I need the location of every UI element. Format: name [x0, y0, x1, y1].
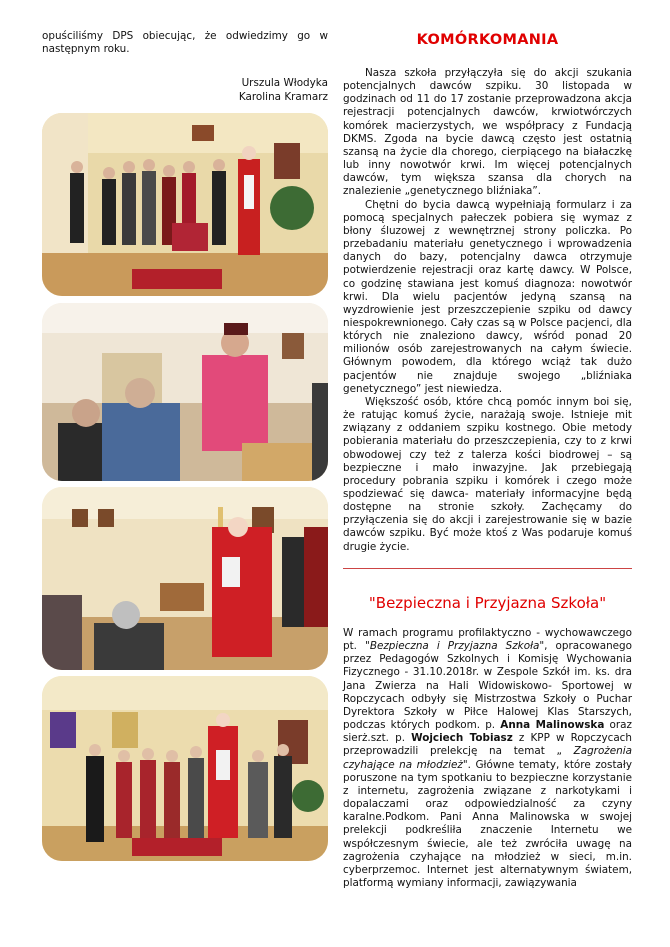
article-title: "Bezpieczna i Przyjazna Szkoła"	[368, 594, 607, 612]
photo-group-portrait	[42, 676, 328, 861]
author-name: Karolina Kramarz	[238, 91, 328, 103]
talk-topic: Zagrożenia czyhające na młodzież	[343, 745, 632, 771]
speaker-name: Wojciech Tobiasz	[411, 732, 513, 745]
author-name: Urszula Włodyka	[241, 77, 328, 89]
photo-microphone	[42, 303, 328, 481]
text-run: oraz sierż.szt. p.	[343, 719, 632, 745]
intro-text: opuściliśmy DPS obiecując, że odwiedzimy go w następnym roku.	[42, 30, 328, 55]
signature	[42, 76, 328, 104]
article-komorkomania	[343, 30, 632, 554]
article-title: KOMÓRKOMANIA	[416, 32, 559, 48]
speaker-name: Anna Malinowska	[500, 719, 605, 732]
paragraph: Nasza szkoła przyłączyła się do akcji szukania potencjalnych dawców szpiku. 30 listopada w godzinach od 11 do 17 zostanie przeprowadzona akcja rejestracji potencjalnych dawców, krwiotwórczych komórek macierzystych, we współpracy z Fundacją DKMS. Zgoda na bycie dawcą często jest ostatnią szansą na życie dla chorego, cierpiącego na białaczkę lub inny nowotwór krwi. Im więcej potencjalnych dawców, tym większa szansa dla chorych na znalezienie „genetycznego bliźniaka”.	[343, 67, 632, 198]
article-safe-school	[343, 627, 632, 890]
program-name: Bezpieczna i Przyjazna Szkoła	[369, 640, 540, 653]
text-run: z KPP w Ropczycach przeprowadzili prelekcję na temat „	[343, 732, 632, 758]
paragraph: Większość osób, które chcą pomóc innym boi się, że ratując komuś życie, narażają swoje. Istnieje mit związany z oddaniem szpiku kostnego. Obie metody pobierania materiału do przeszczepienia, czy to z krwi obwodowej czy też z talerza kości biodrowej – są bezpieczne i mało inwazyjne. Jak przebiegają procedury pobrania szpiku i komórek i czego może spodziewać się dawca- materiały informacyjne będą dostępne na stronie szkoły. Zachęcamy do przyłączenia się do akcji i zarejestrowanie się w bazie dawców szpiku. Być może ktoś z Was podaruje komuś drugie życie.	[343, 395, 632, 553]
photo-santa-gifts	[42, 487, 328, 670]
text-run: ", opracowanego przez Pedagogów Szkolnych i Komisję Wychowania Fizycznego - 31.10.2018r. w Zespole Szkół im. ks. dra Jana Zwierza na Hali Widowiskowo- Sportowej w Ropczycach odbyły się Mistrzostwa Szkoły o Puchar Dyrektora Szkoły w Piłce Halowej Klas Starszych, podczas których podkom. p.	[343, 640, 632, 732]
intro-block	[42, 30, 328, 104]
paragraph	[343, 627, 632, 890]
paragraph: Chętni do bycia dawcą wypełniają formularz i za pomocą specjalnych pałeczek pobiera się wymaz z błony śluzowej z wewnętrznej strony policzka. Po przebadaniu materiału genetycznego i wprowadzenia danych do bazy, potencjalny dawca otrzymuje potwierdzenie rejestracji oraz kartę dawcy. W Polsce, co godzinę stawiana jest komuś diagnoza: nowotwór krwi. Dla wielu pacjentów jedyną szansą na wyzdrowienie jest przeszczepienie szpiku od dawcy niespokrewnionego. Cały czas są w Polsce pacjenci, dla których nie znaleziono dawcy, wśród ponad 20 milionów osób zarejestrowanych na całym świecie. Głównym powodem, dla którego wciąż tak dużo pacjentów nie znajduje swojego „bliźniaka genetycznego” jest niewiedza.	[343, 198, 632, 395]
text-run: W ramach programu profilaktyczno - wychowawczego pt. "	[343, 627, 632, 653]
text-run: ". Główne tematy, które zostały poruszone na tym spotkaniu to bezpieczne korzystanie z internetu, zagrożenia związane z narkotykami i dopalaczami oraz odpowiedzialność za czyny karalne.Podkom. Pani Anna Malinowska w swojej prelekcji podkreśliła znaczenie Internetu we współczesnym świecie, ale też zwróciła uwagę na zagrożenia czyhające na młodzież w sieci, m.in. cyberprzemoc. Internet jest alternatywnym światem, platformą wymiany informacji, zawiązywania	[343, 758, 632, 889]
photo-carol-singing	[42, 113, 328, 296]
section-divider	[343, 568, 632, 569]
